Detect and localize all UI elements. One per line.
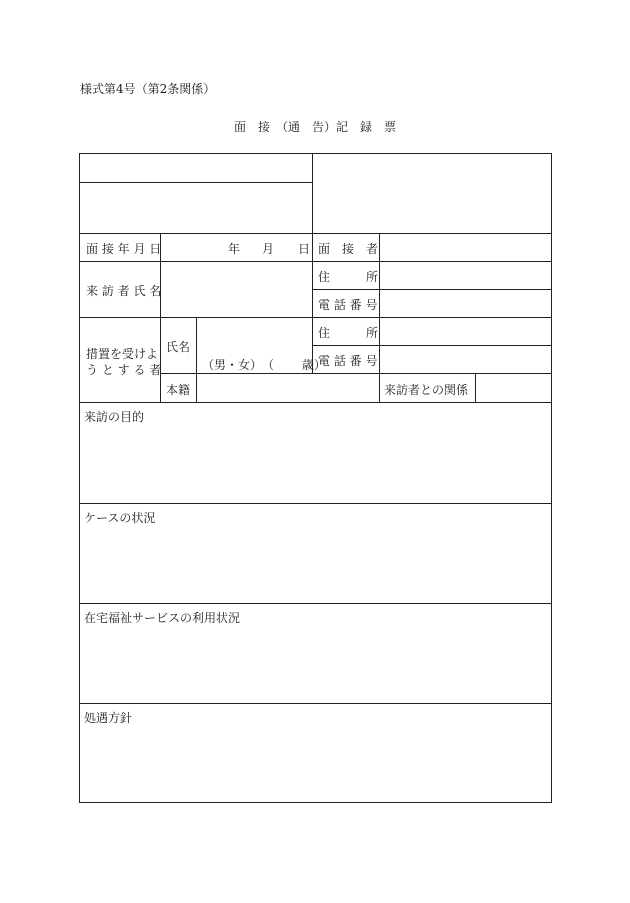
subject-address-label: 住 所 bbox=[318, 326, 379, 340]
visitor-name-label: 来 訪 者 氏 名 bbox=[86, 284, 162, 298]
relation-label: 来訪者との関係 bbox=[384, 383, 469, 397]
record-form-table bbox=[79, 153, 552, 803]
day-label: 日 bbox=[298, 242, 311, 256]
domicile-field[interactable] bbox=[197, 374, 379, 402]
interview-date-label: 面 接 年 月 日 bbox=[86, 242, 162, 256]
purpose-field[interactable] bbox=[80, 424, 551, 503]
subject-person-label-line1: 措置を受けよ bbox=[86, 347, 159, 361]
domicile-label: 本籍 bbox=[166, 383, 191, 397]
case-status-label: ケースの状況 bbox=[84, 511, 156, 525]
relation-field[interactable] bbox=[476, 374, 551, 402]
treatment-policy-field[interactable] bbox=[80, 725, 551, 802]
subject-address-field[interactable] bbox=[380, 318, 551, 345]
interviewer-field[interactable] bbox=[380, 234, 551, 261]
top-left-field-1[interactable] bbox=[80, 154, 312, 182]
home-welfare-field[interactable] bbox=[80, 625, 551, 703]
purpose-label: 来訪の目的 bbox=[84, 410, 145, 424]
subject-person-label-line2: う と す る 者 bbox=[86, 363, 162, 377]
treatment-policy-label: 処遇方針 bbox=[84, 711, 133, 725]
top-left-field-2[interactable] bbox=[80, 183, 312, 233]
month-label: 月 bbox=[262, 242, 275, 256]
interviewer-label: 面 接 者 bbox=[318, 242, 379, 256]
visitor-phone-field[interactable] bbox=[380, 290, 551, 317]
top-right-field[interactable] bbox=[313, 154, 551, 233]
visitor-address-field[interactable] bbox=[380, 262, 551, 289]
year-label: 年 bbox=[228, 242, 241, 256]
form-number: 様式第4号（第2条関係） bbox=[80, 82, 216, 96]
visitor-address-label: 住 所 bbox=[318, 270, 379, 284]
sex-age-label: （男・女） （ 歳） bbox=[202, 358, 326, 372]
visitor-name-field[interactable] bbox=[161, 262, 312, 317]
subject-phone-field[interactable] bbox=[380, 346, 551, 373]
home-welfare-label: 在宅福祉サービスの利用状況 bbox=[84, 611, 241, 625]
subject-name-label: 氏名 bbox=[166, 340, 191, 354]
document-title: 面 接 （通 告）記 録 票 bbox=[233, 120, 396, 134]
case-status-field[interactable] bbox=[80, 525, 551, 603]
visitor-phone-label: 電 話 番 号 bbox=[318, 298, 378, 312]
subject-phone-label: 電 話 番 号 bbox=[318, 354, 378, 368]
